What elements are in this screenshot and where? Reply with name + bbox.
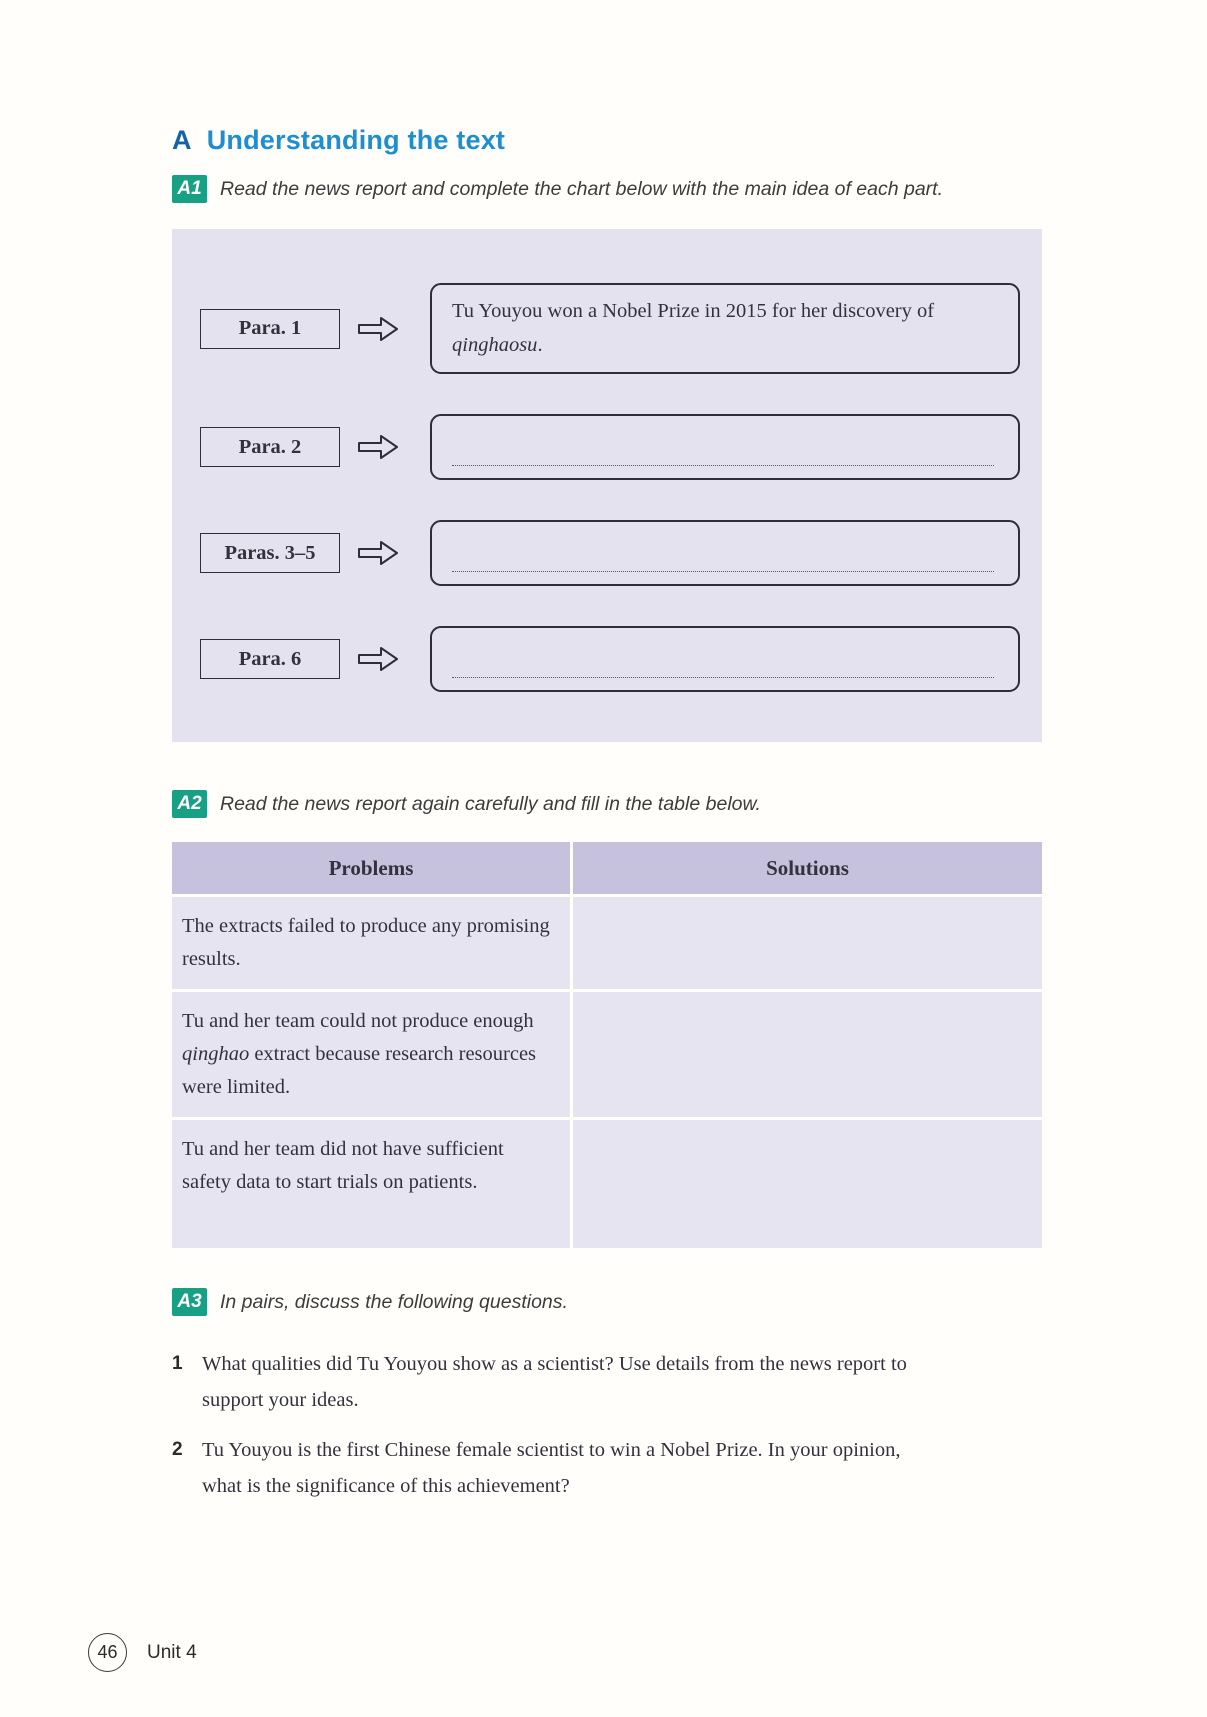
chart-row-para-1: [200, 283, 1020, 374]
answer-box-paras-3-5[interactable]: [430, 520, 1020, 586]
answer-para-1-text: Tu Youyou won a Nobel Prize in 2015 for her discovery of: [452, 300, 935, 322]
table-header-problems: Problems: [172, 842, 570, 894]
answer-para-1-italic: qinghaosu: [452, 334, 538, 356]
answer-para-1-end: .: [537, 334, 543, 356]
problem-2-italic: qinghao: [182, 1043, 250, 1065]
table-row-1-problem: [172, 897, 570, 989]
activity-a2-header: [172, 790, 1042, 818]
problems-solutions-table: [172, 842, 1042, 1248]
arrow-right-icon: [356, 644, 400, 674]
flow-chart-panel: [172, 229, 1042, 742]
answer-box-para-6[interactable]: [430, 626, 1020, 692]
discussion-questions: [172, 1346, 1042, 1504]
arrow-right-icon: [356, 432, 400, 462]
problem-1-text: The extracts failed to produce any promising results.: [182, 915, 550, 970]
paras-3-5-label-text: Paras. 3–5: [224, 541, 316, 564]
answer-box-para-2[interactable]: [430, 414, 1020, 480]
activity-badge-a1: A1: [172, 175, 207, 203]
table-row-3-problem: [172, 1120, 570, 1248]
question-1-number: 1: [172, 1353, 183, 1374]
para-6-label: [200, 639, 340, 679]
question-2: [172, 1432, 1042, 1504]
page-footer: [88, 1633, 197, 1672]
problem-2-end: extract because research resources were limited.: [182, 1043, 537, 1098]
table-header-solutions: Solutions: [573, 842, 1042, 894]
page-number-badge: [88, 1633, 127, 1672]
page-number: 46: [97, 1642, 118, 1662]
section-heading: [172, 123, 1042, 157]
question-1: [172, 1346, 1042, 1418]
a1-instruction: Read the news report and complete the chart below with the main idea of each part.: [220, 178, 944, 200]
paras-3-5-label: [200, 533, 340, 573]
para-2-label: [200, 427, 340, 467]
para-6-label-text: Para. 6: [238, 647, 302, 670]
question-1-text: What qualities did Tu Youyou show as a scientist? Use details from the news report to support your ideas.: [202, 1353, 907, 1411]
answer-box-para-1[interactable]: [430, 283, 1020, 374]
table-row-3-solution[interactable]: [573, 1120, 1042, 1248]
table-row-2-solution[interactable]: [573, 992, 1042, 1117]
table-row-2-problem: [172, 992, 570, 1117]
para-1-label-text: Para. 1: [238, 317, 302, 339]
arrow-right-icon: [356, 314, 400, 344]
section-letter: A: [172, 125, 192, 155]
a2-instruction: Read the news report again carefully and fill in the table below.: [220, 793, 761, 815]
table-row-1-solution[interactable]: [573, 897, 1042, 989]
activity-a3-header: [172, 1288, 1042, 1316]
a3-instruction: In pairs, discuss the following questions.: [220, 1291, 568, 1313]
unit-label: Unit 4: [147, 1641, 197, 1663]
question-2-text: Tu Youyou is the first Chinese female scientist to win a Nobel Prize. In your opinion, what is the significance of this achievement?: [202, 1439, 901, 1497]
problem-3-text: Tu and her team did not have sufficient safety data to start trials on patients.: [182, 1138, 504, 1193]
chart-row-paras-3-5: [200, 520, 1020, 586]
activity-a1-header: [172, 175, 1042, 203]
answer-blank-line: [452, 571, 994, 572]
para-2-label-text: Para. 2: [238, 435, 302, 458]
activity-badge-a2: A2: [172, 790, 207, 818]
activity-badge-a3: A3: [172, 1288, 207, 1316]
page-title: Understanding the text: [206, 125, 506, 155]
chart-row-para-2: [200, 414, 1020, 480]
answer-blank-line: [452, 677, 994, 678]
question-2-number: 2: [172, 1439, 183, 1460]
arrow-right-icon: [356, 538, 400, 568]
chart-row-para-6: [200, 626, 1020, 692]
para-1-label: [200, 309, 340, 349]
problem-2-text: Tu and her team could not produce enough: [182, 1010, 534, 1032]
page-content: [172, 123, 1042, 1518]
answer-blank-line: [452, 465, 994, 466]
